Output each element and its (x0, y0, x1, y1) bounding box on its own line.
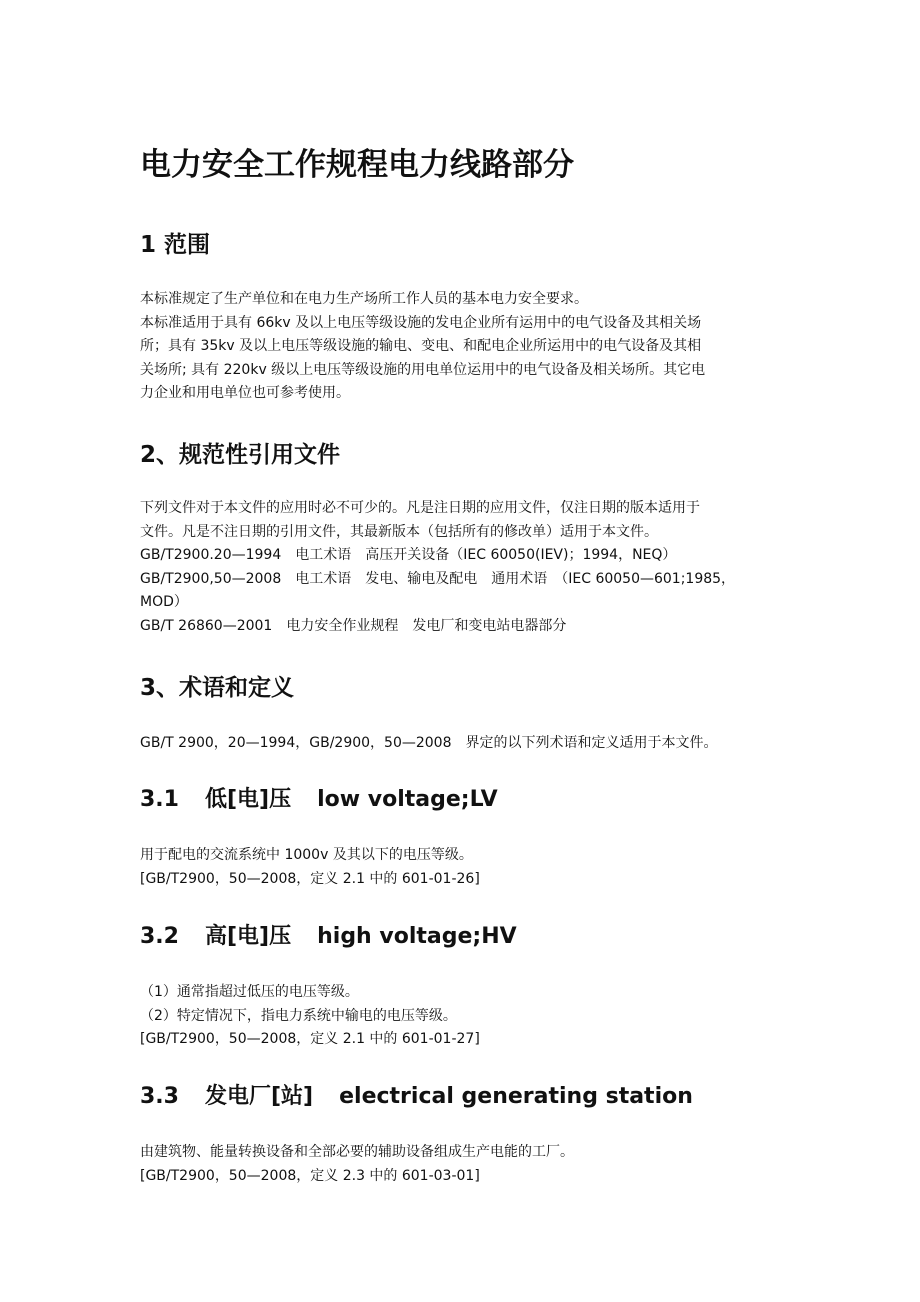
section-3-3-body (140, 1141, 785, 1188)
section-3-3-heading (140, 1086, 693, 1108)
section-number: 3.1 (140, 787, 179, 812)
section-number: 3.2 (140, 924, 179, 949)
citation-line: [GB/T2900，50—2008，定义 2.3 中的 601-03-01] (140, 1167, 480, 1184)
paragraph-line: 用于配电的交流系统中 1000v 及其以下的电压等级。 (140, 847, 473, 863)
section-2-heading: 2、规范性引用文件 (140, 442, 341, 468)
reference-line: MOD） (140, 594, 188, 610)
section-number: 3.3 (140, 1084, 179, 1109)
citation-line: [GB/T2900，50—2008，定义 2.1 中的 601-01-26] (140, 870, 480, 887)
section-2-body (140, 497, 785, 638)
section-3-heading: 3、术语和定义 (140, 675, 295, 701)
section-1-body (140, 288, 785, 406)
term-chinese: 低[电]压 (204, 787, 292, 812)
paragraph-line: 力企业和用电单位也可参考使用。 (140, 385, 350, 401)
paragraph-line: 本标准适用于具有 66kv 及以上电压等级设施的发电企业所有运用中的电气设备及其相关场 (140, 314, 702, 331)
section-3-1-body (140, 844, 785, 891)
section-3-body (140, 732, 785, 756)
term-chinese: 高[电]压 (204, 924, 292, 949)
citation-line: [GB/T2900，50—2008，定义 2.1 中的 601-01-27] (140, 1031, 480, 1047)
term-english: electrical generating station (339, 1084, 693, 1109)
reference-line: GB/T2900,50—2008 电工术语 发电、输电及配电 通用术语 （IEC 60050—601;1985， (140, 570, 736, 587)
term-english: high voltage;HV (317, 924, 517, 949)
section-3-2-body (140, 981, 785, 1052)
paragraph-line: 下列文件对于本文件的应用时必不可少的。凡是注日期的应用文件，仅注日期的版本适用于 (140, 500, 700, 516)
document-title: 电力安全工作规程电力线路部分 (140, 147, 574, 183)
term-chinese: 发电厂[站] (204, 1084, 314, 1109)
section-3-1-heading (140, 789, 498, 811)
section-1-heading: 1 范围 (140, 232, 211, 258)
paragraph-line: GB/T 2900，20—1994，GB/2900，50—2008 界定的以下列术语和定义适用于本文件。 (140, 735, 718, 751)
paragraph-line: （1）通常指超过低压的电压等级。 (140, 984, 359, 1000)
section-3-2-heading (140, 926, 517, 948)
term-english: low voltage;LV (317, 787, 498, 812)
paragraph-line: 关场所; 具有 220kv 级以上电压等级设施的用电单位运用中的电气设备及相关场所。其它电 (140, 361, 706, 378)
paragraph-line: 文件。凡是不注日期的引用文件，其最新版本（包括所有的修改单）适用于本文件。 (140, 523, 658, 540)
reference-line: GB/T 26860—2001 电力安全作业规程 发电厂和变电站电器部分 (140, 617, 567, 634)
paragraph-line: 所；具有 35kv 及以上电压等级设施的输电、变电、和配电企业所运用中的电气设备及其相 (140, 338, 702, 354)
paragraph-line: （2）特定情况下，指电力系统中输电的电压等级。 (140, 1007, 457, 1024)
paragraph-line: 由建筑物、能量转换设备和全部必要的辅助设备组成生产电能的工厂。 (140, 1144, 574, 1160)
reference-line: GB/T2900.20—1994 电工术语 高压开关设备（IEC 60050(IEV)；1994，NEQ） (140, 547, 677, 563)
paragraph-line: 本标准规定了生产单位和在电力生产场所工作人员的基本电力安全要求。 (140, 291, 588, 307)
